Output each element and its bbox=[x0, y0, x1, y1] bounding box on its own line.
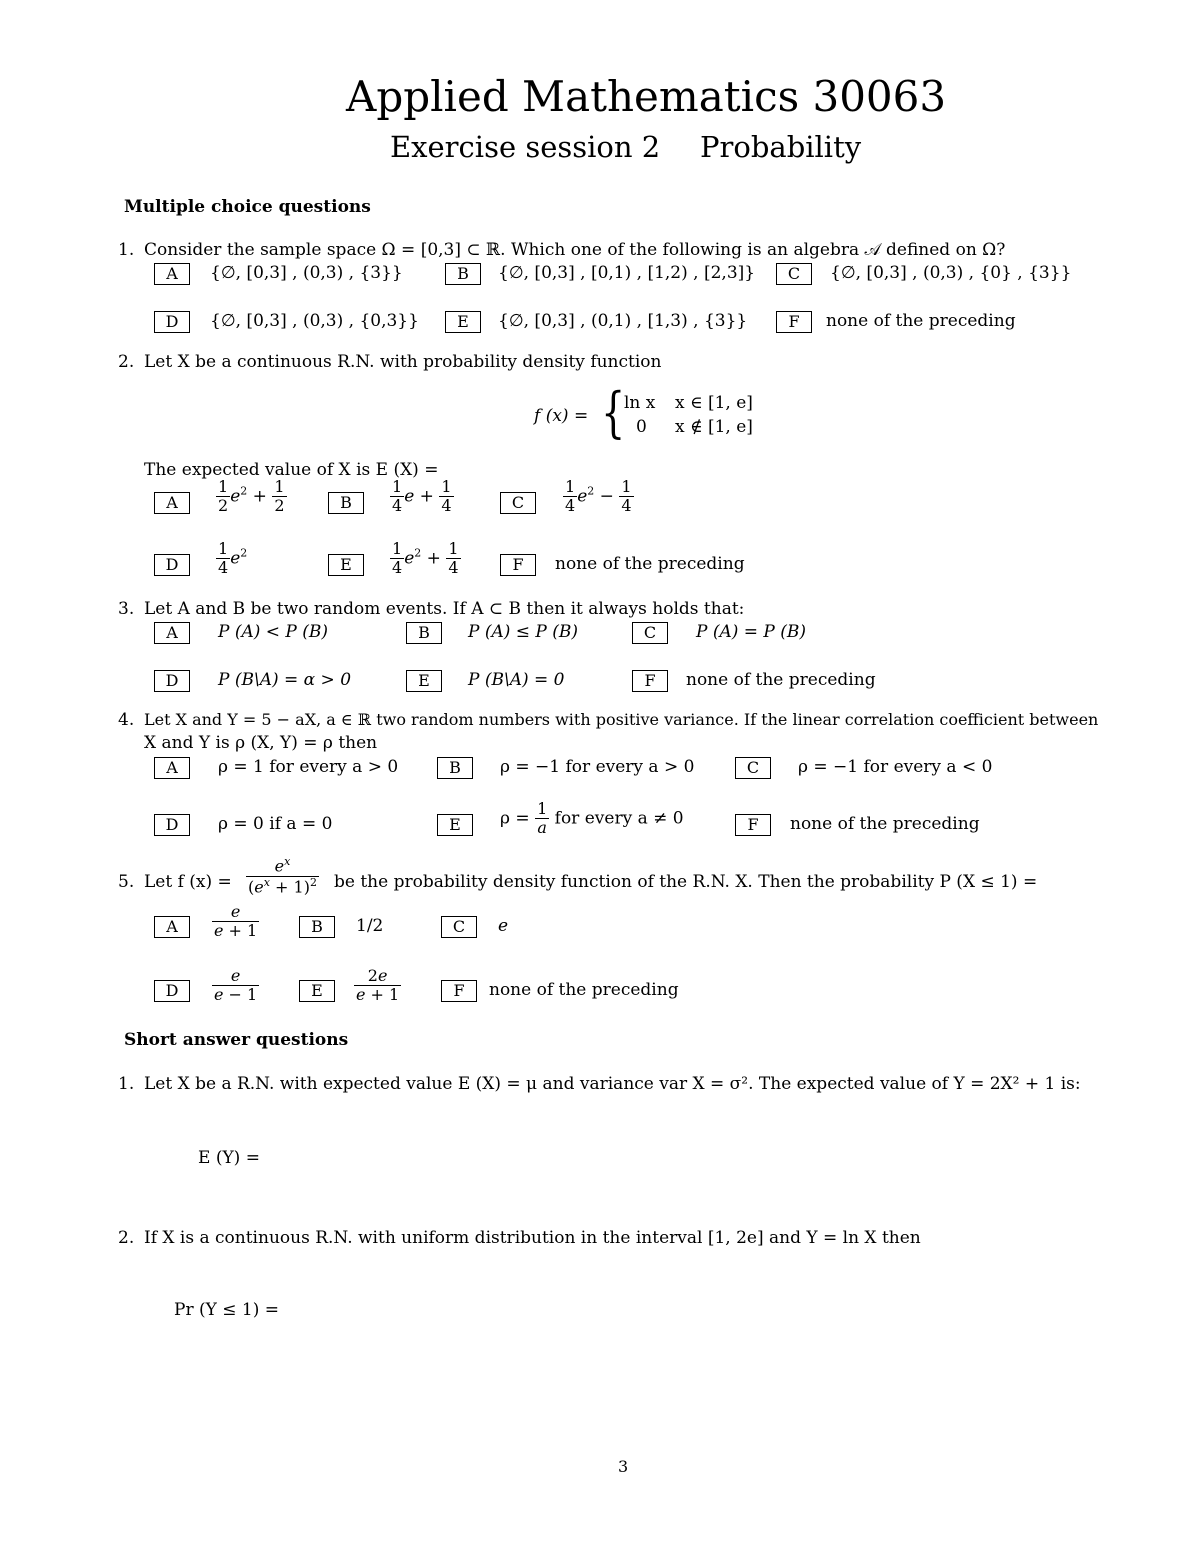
q5-option-d-box[interactable]: D bbox=[154, 980, 190, 1002]
q3-option-a-text: P (A) < P (B) bbox=[218, 622, 329, 642]
q5-text-post: be the probability density function of the R.N. X. Then the probability P (X ≤ 1) = bbox=[334, 872, 1038, 892]
q1-option-e-text: {∅, [0,3] , (0,1) , [1,3) , {3}} bbox=[498, 311, 748, 331]
q2-option-e-box[interactable]: E bbox=[328, 554, 364, 576]
q1-text: Consider the sample space Ω = [0,3] ⊂ ℝ. Which one of the following is an algebra 𝒜 defined on Ω? bbox=[144, 240, 1006, 260]
topic-label: Probability bbox=[700, 130, 862, 164]
q3-option-d-text: P (B\A) = α > 0 bbox=[218, 670, 352, 690]
page-title: Applied Mathematics 30063 bbox=[346, 72, 947, 121]
q4-option-b-box[interactable]: B bbox=[437, 757, 473, 779]
q2-option-c-box[interactable]: C bbox=[500, 492, 536, 514]
sa-heading: Short answer questions bbox=[124, 1030, 349, 1050]
q3-text: Let A and B be two random events. If A ⊂ B then it always holds that: bbox=[144, 599, 745, 619]
q3-number: 3. bbox=[118, 599, 135, 619]
q2-fx-label: f (x) = bbox=[534, 406, 589, 426]
q4-text-line2: X and Y is ρ (X, Y) = ρ then bbox=[144, 733, 378, 753]
q3-option-a-box[interactable]: A bbox=[154, 622, 190, 644]
q2-option-a-expr: $\frac{1}{2}$ $e^2$ + $\frac{1}{2}$ bbox=[218, 477, 285, 516]
q2-case2-condition: x ∉ [1, e] bbox=[675, 417, 753, 437]
q2-option-f-text: none of the preceding bbox=[555, 554, 745, 574]
q1-option-b-text: {∅, [0,3] , [0,1) , [1,2) , [2,3]} bbox=[498, 263, 756, 283]
q5-density-fraction: $\frac{e^x}{(e^x + 1)^2}$ bbox=[248, 855, 317, 897]
q2-brace-icon: { bbox=[601, 381, 626, 444]
q1-option-f-text: none of the preceding bbox=[826, 311, 1016, 331]
q2-case2-value: 0 bbox=[636, 417, 647, 437]
q5-option-c-box[interactable]: C bbox=[441, 916, 477, 938]
q4-option-c-box[interactable]: C bbox=[735, 757, 771, 779]
q1-option-e-box[interactable]: E bbox=[445, 311, 481, 333]
mc-heading: Multiple choice questions bbox=[124, 197, 371, 217]
q1-number: 1. bbox=[118, 240, 135, 260]
q4-option-f-text: none of the preceding bbox=[790, 814, 980, 834]
q4-number: 4. bbox=[118, 710, 135, 730]
q2-option-a-box[interactable]: A bbox=[154, 492, 190, 514]
q2-option-d-box[interactable]: D bbox=[154, 554, 190, 576]
page-number: 3 bbox=[618, 1457, 629, 1476]
q3-option-b-box[interactable]: B bbox=[406, 622, 442, 644]
q1-option-c-text: {∅, [0,3] , (0,3) , {0} , {3}} bbox=[830, 263, 1072, 283]
q3-option-e-text: P (B\A) = 0 bbox=[468, 670, 565, 690]
q2-option-f-box[interactable]: F bbox=[500, 554, 536, 576]
q3-option-e-box[interactable]: E bbox=[406, 670, 442, 692]
q1-option-d-text: {∅, [0,3] , (0,3) , {0,3}} bbox=[210, 311, 419, 331]
sa-q1-answer-label[interactable]: E (Y) = bbox=[198, 1148, 260, 1168]
sa-q1-text: Let X be a R.N. with expected value E (X) = μ and variance var X = σ². The expected value of Y = 2X² + 1 is: bbox=[144, 1074, 1081, 1094]
q5-option-b-text: 1/2 bbox=[356, 916, 384, 936]
q4-option-e-suffix: for every a ≠ 0 bbox=[554, 808, 684, 829]
q2-option-d-expr: $\frac{1}{4}$ $e^2$ bbox=[218, 539, 248, 578]
q5-number: 5. bbox=[118, 872, 135, 892]
q5-option-b-box[interactable]: B bbox=[299, 916, 335, 938]
q3-option-f-box[interactable]: F bbox=[632, 670, 668, 692]
q4-option-b-text: ρ = −1 for every a > 0 bbox=[500, 757, 695, 777]
q3-option-f-text: none of the preceding bbox=[686, 670, 876, 690]
q5-option-c-text: e bbox=[498, 916, 509, 936]
q5-option-a-box[interactable]: A bbox=[154, 916, 190, 938]
q4-option-c-text: ρ = −1 for every a < 0 bbox=[798, 757, 993, 777]
q4-text-line1: Let X and Y = 5 − aX, a ∈ ℝ two random numbers with positive variance. If the linear correlation coefficient between bbox=[144, 710, 1099, 729]
q1-option-c-box[interactable]: C bbox=[776, 263, 812, 285]
q1-option-b-box[interactable]: B bbox=[445, 263, 481, 285]
q1-option-f-box[interactable]: F bbox=[776, 311, 812, 333]
sa-q2-text: If X is a continuous R.N. with uniform distribution in the interval [1, 2e] and Y = ln X then bbox=[144, 1228, 921, 1248]
q4-option-e-expr: ρ = $\frac{1}{a}$ for every a ≠ 0 bbox=[500, 799, 684, 838]
q2-option-e-expr: $\frac{1}{4}$ $e^2$ + $\frac{1}{4}$ bbox=[392, 539, 459, 578]
q4-option-a-text: ρ = 1 for every a > 0 bbox=[218, 757, 399, 777]
q5-option-f-text: none of the preceding bbox=[489, 980, 679, 1000]
q1-option-a-text: {∅, [0,3] , (0,3) , {3}} bbox=[210, 263, 403, 283]
sa-q2-number: 2. bbox=[118, 1228, 135, 1248]
q3-option-c-box[interactable]: C bbox=[632, 622, 668, 644]
q5-text-pre: Let f (x) = bbox=[144, 872, 232, 892]
q4-option-e-prefix: ρ = bbox=[500, 808, 530, 829]
q3-option-c-text: P (A) = P (B) bbox=[696, 622, 807, 642]
q4-option-d-box[interactable]: D bbox=[154, 814, 190, 836]
q2-number: 2. bbox=[118, 352, 135, 372]
q5-option-f-box[interactable]: F bbox=[441, 980, 477, 1002]
q3-option-b-text: P (A) ≤ P (B) bbox=[468, 622, 579, 642]
q2-prompt: The expected value of X is E (X) = bbox=[144, 460, 439, 480]
q1-option-d-box[interactable]: D bbox=[154, 311, 190, 333]
q2-case1-condition: x ∈ [1, e] bbox=[675, 393, 753, 413]
q4-option-f-box[interactable]: F bbox=[735, 814, 771, 836]
q5-option-d-expr: $\frac{e}{e - 1}$ bbox=[214, 966, 258, 1005]
q2-option-c-expr: $\frac{1}{4}$ $e^2$ − $\frac{1}{4}$ bbox=[565, 477, 632, 516]
q4-option-e-box[interactable]: E bbox=[437, 814, 473, 836]
q3-option-d-box[interactable]: D bbox=[154, 670, 190, 692]
q5-option-a-expr: $\frac{e}{e + 1}$ bbox=[214, 902, 258, 941]
q2-text: Let X be a continuous R.N. with probability density function bbox=[144, 352, 662, 372]
sa-q1-number: 1. bbox=[118, 1074, 135, 1094]
q2-option-b-expr: $\frac{1}{4}$ e + $\frac{1}{4}$ bbox=[392, 477, 452, 516]
q1-option-a-box[interactable]: A bbox=[154, 263, 190, 285]
q2-case1-value: ln x bbox=[624, 393, 656, 413]
sa-q2-answer-label[interactable]: Pr (Y ≤ 1) = bbox=[174, 1300, 279, 1320]
session-label: Exercise session 2 bbox=[390, 130, 661, 164]
q2-option-b-box[interactable]: B bbox=[328, 492, 364, 514]
q4-option-d-text: ρ = 0 if a = 0 bbox=[218, 814, 333, 834]
q5-option-e-box[interactable]: E bbox=[299, 980, 335, 1002]
q4-option-a-box[interactable]: A bbox=[154, 757, 190, 779]
q5-option-e-expr: $\frac{2e}{e + 1}$ bbox=[356, 966, 400, 1005]
